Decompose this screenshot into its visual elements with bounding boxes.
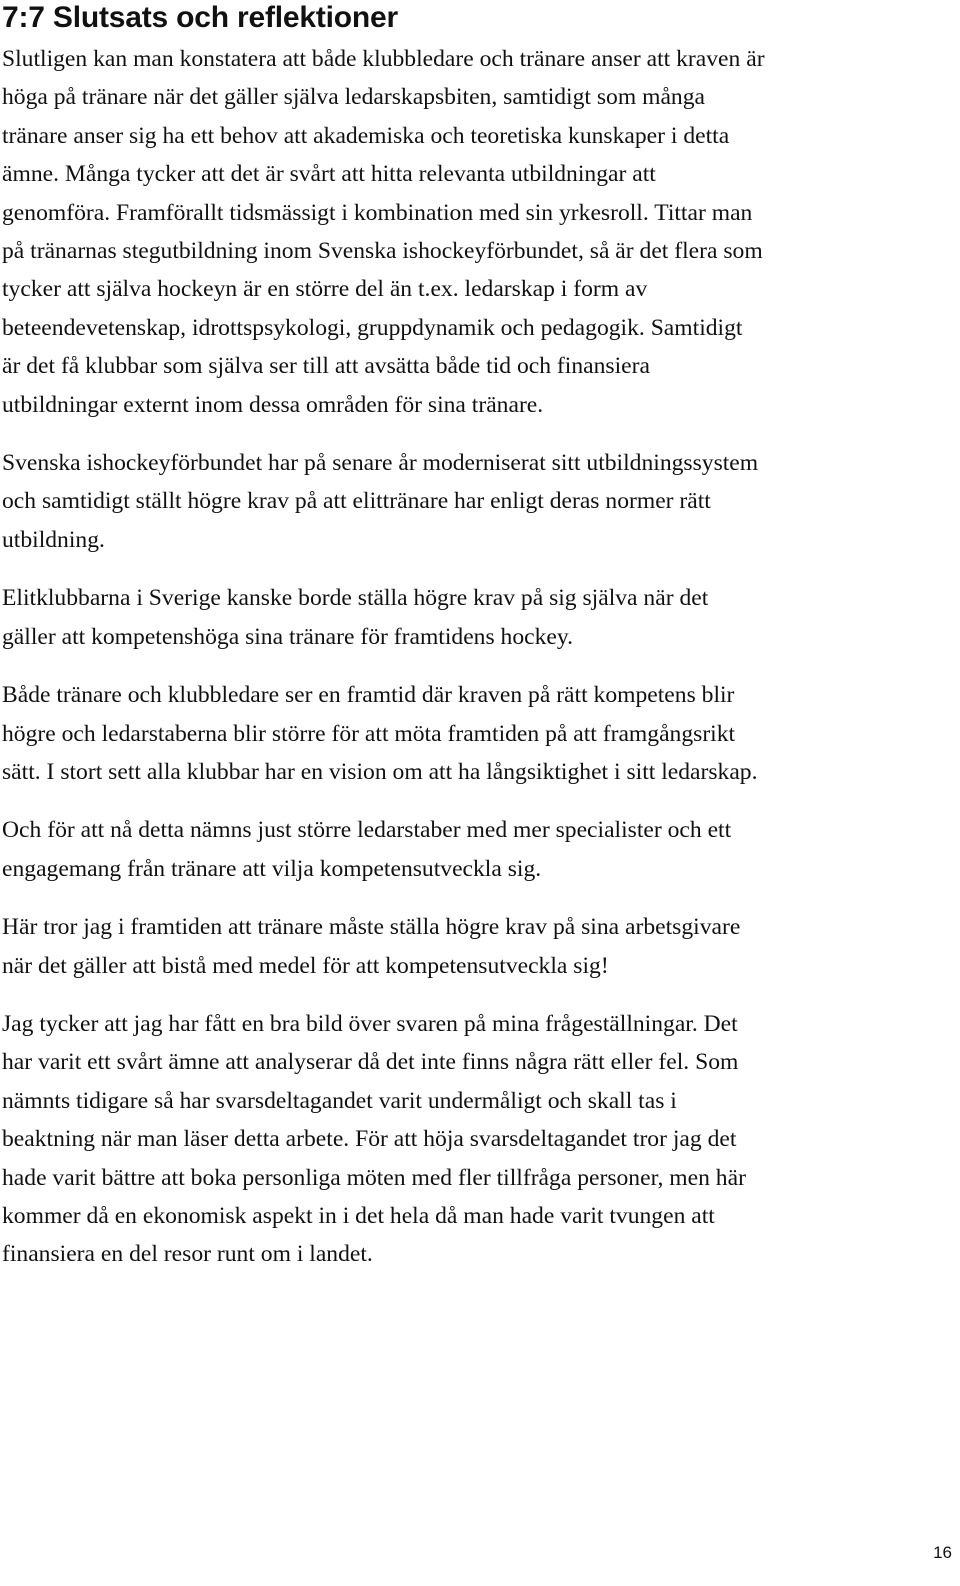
text-line: finansiera en del resor runt om i landet. bbox=[2, 1241, 373, 1268]
text-line: Här tror jag i framtiden att tränare måste ställa högre krav på sina arbetsgivare bbox=[2, 914, 741, 941]
text-line: beteendevetenskap, idrottspsykologi, gruppdynamik och pedagogik. Samtidigt bbox=[2, 314, 743, 341]
paragraph bbox=[2, 811, 954, 888]
text-line: utbildning. bbox=[2, 526, 105, 553]
text-line: Både tränare och klubbledare ser en framtid där kraven på rätt kompetens blir bbox=[2, 682, 735, 709]
text-line: utbildningar externt inom dessa områden för sina tränare. bbox=[2, 391, 544, 418]
text-line: Slutligen kan man konstatera att både klubbledare och tränare anser att kraven är bbox=[2, 46, 765, 72]
paragraph bbox=[2, 1005, 954, 1274]
paragraph bbox=[2, 40, 954, 424]
text-line: hade varit bättre att boka personliga möten med fler tillfråga personer, men här bbox=[2, 1164, 746, 1191]
text-line: nämnts tidigare så har svarsdeltagandet varit undermåligt och skall tas i bbox=[2, 1087, 677, 1114]
text-line: Och för att nå detta nämns just större ledarstaber med mer specialister och ett bbox=[2, 817, 732, 844]
text-line: gäller att kompetenshöga sina tränare för framtidens hockey. bbox=[2, 623, 574, 650]
paragraph bbox=[2, 908, 954, 985]
text-line: är det få klubbar som själva ser till att avsätta både tid och finansiera bbox=[2, 353, 650, 380]
paragraph bbox=[2, 579, 954, 656]
section-heading: 7:7 Slutsats och reflektioner bbox=[2, 1, 398, 34]
text-line: har varit ett svårt ämne att analyserar då det inte finns några rätt eller fel. Som bbox=[2, 1049, 739, 1076]
paragraph bbox=[2, 676, 954, 791]
text-line: Elitklubbarna i Sverige kanske borde ställa högre krav på sig själva när det bbox=[2, 585, 709, 612]
text-line: genomföra. Framförallt tidsmässigt i kombination med sin yrkesroll. Tittar man bbox=[2, 199, 753, 226]
text-line: på tränarnas stegutbildning inom Svenska ishockeyförbundet, så är det flera som bbox=[2, 238, 763, 265]
text-line: ämne. Många tycker att det är svårt att hitta relevanta utbildningar att bbox=[2, 161, 656, 188]
paragraph bbox=[2, 444, 954, 559]
body-text bbox=[2, 40, 954, 1294]
text-line: sätt. I stort sett alla klubbar har en vision om att ha långsiktighet i sitt ledarskap. bbox=[2, 758, 758, 785]
text-line: tycker att själva hockeyn är en större del än t.ex. ledarskap i form av bbox=[2, 276, 648, 303]
text-line: Svenska ishockeyförbundet har på senare år moderniserat sitt utbildningssystem bbox=[2, 450, 759, 477]
page-number: 16 bbox=[933, 1543, 952, 1562]
text-line: när det gäller att bistå med medel för att kompetensutveckla sig! bbox=[2, 952, 609, 979]
text-line: höga på tränare när det gäller själva ledarskapsbiten, samtidigt som många bbox=[2, 84, 705, 111]
text-line: högre och ledarstaberna blir större för att möta framtiden på att framgångsrikt bbox=[2, 720, 736, 747]
text-line: tränare anser sig ha ett behov att akademiska och teoretiska kunskaper i detta bbox=[2, 122, 730, 149]
text-line: beaktning när man läser detta arbete. För att höja svarsdeltagandet tror jag det bbox=[2, 1126, 737, 1153]
text-line: och samtidigt ställt högre krav på att elittränare har enligt deras normer rätt bbox=[2, 488, 711, 515]
text-line: Jag tycker att jag har fått en bra bild över svaren på mina frågeställningar. Det bbox=[2, 1010, 738, 1037]
text-line: kommer då en ekonomisk aspekt in i det hela då man hade varit tvungen att bbox=[2, 1202, 715, 1229]
text-line: engagemang från tränare att vilja kompetensutveckla sig. bbox=[2, 855, 542, 882]
